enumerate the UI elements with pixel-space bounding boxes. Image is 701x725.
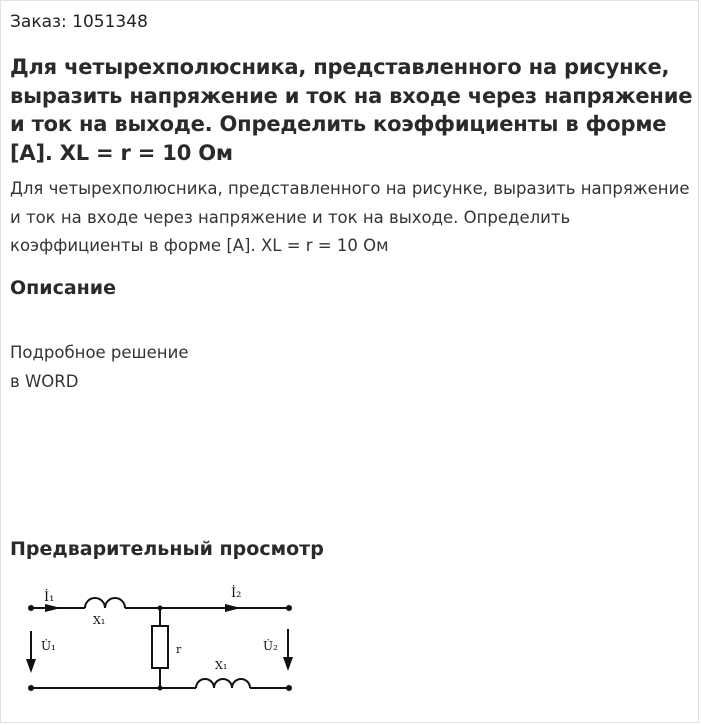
inductor-top-icon: [85, 598, 125, 608]
terminal-icon: [28, 605, 34, 611]
description-line: в WORD: [10, 372, 79, 391]
label-xl-top: X₁: [93, 614, 106, 627]
node-icon: [158, 686, 163, 691]
page-title: Для четырехполюсника, представленного на рисунке, выразить напряжение и ток на входе через напряжение и ток на выходе. Определить коэффициенты в форме [А]. XL = r = 10 Ом: [10, 55, 693, 165]
label-u2: U̇₂: [263, 639, 278, 653]
description-text: [10, 338, 188, 396]
arrow-u1-head-icon: [26, 659, 36, 673]
description-line: Подробное решение: [10, 343, 189, 362]
label-xl-bottom: X₁: [215, 659, 228, 672]
inductor-bottom-icon: [196, 679, 250, 688]
circuit-preview-image: [1, 571, 321, 721]
terminal-icon: [286, 685, 292, 691]
current-arrow-i1-icon: [45, 604, 61, 612]
terminal-icon: [28, 685, 34, 691]
label-u1: U̇₁: [41, 639, 56, 653]
arrow-u2-head-icon: [283, 657, 293, 671]
label-r: r: [176, 643, 182, 656]
terminal-icon: [286, 605, 292, 611]
label-i1: İ₁: [44, 590, 55, 605]
task-text: Для четырехполюсника, представленного на рисунке, выразить напряжение и ток на входе через напряжение и ток на выходе. Определить коэффициенты в форме [А]. XL = r = 10 Ом: [10, 179, 690, 255]
resistor-icon: [152, 626, 168, 668]
description-heading: Описание: [10, 277, 117, 299]
node-icon: [158, 606, 163, 611]
label-i2: İ₂: [231, 586, 242, 601]
order-number: Заказ: 1051348: [10, 12, 148, 32]
preview-heading: Предварительный просмотр: [10, 538, 324, 560]
current-arrow-i2-icon: [225, 604, 241, 612]
